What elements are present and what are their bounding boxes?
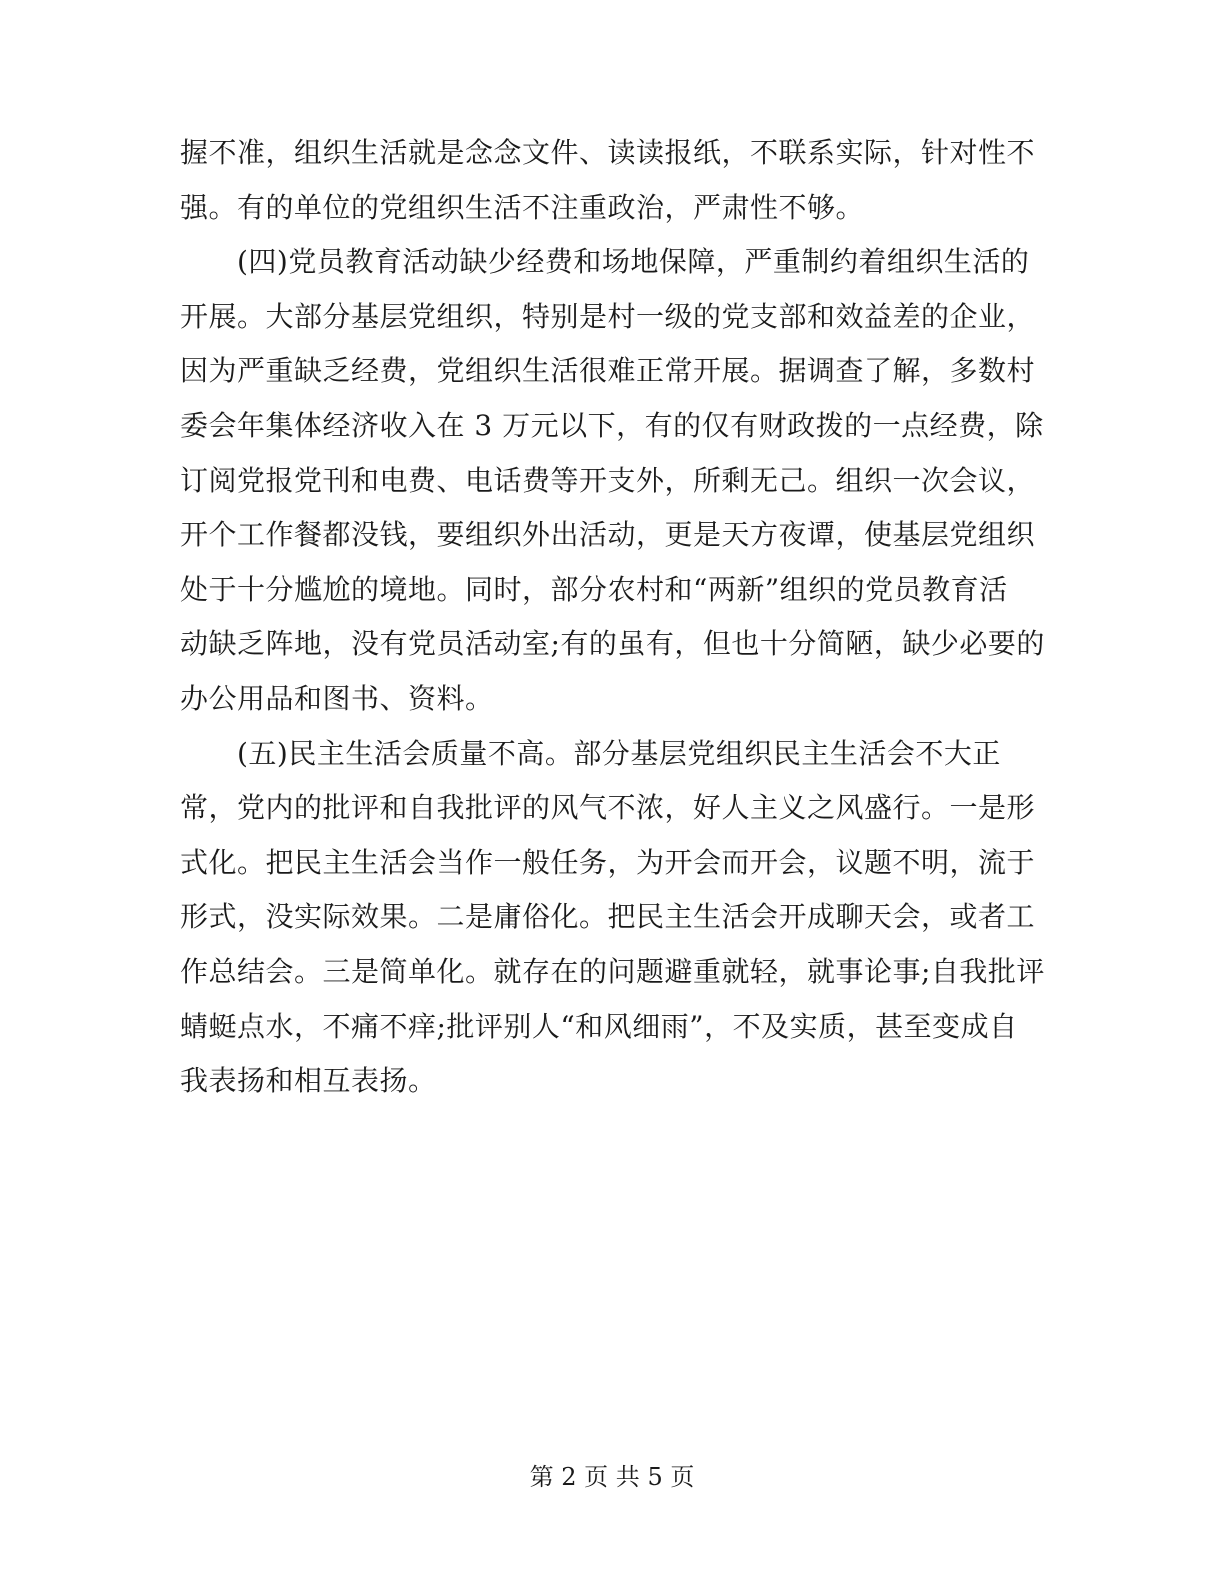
text-line: 处于十分尴尬的境地。同时，部分农村和“两新”组织的党员教育活 (180, 572, 1008, 606)
text-line: 因为严重缺乏经费，党组织生活很难正常开展。据调查了解，多数村 (180, 354, 1036, 388)
text-line: 强。有的单位的党组织生活不注重政治，严肃性不够。 (180, 190, 865, 224)
text-line: (五)民主生活会质量不高。部分基层党组织民主生活会不大正 (180, 736, 1001, 770)
text-line: 动缺乏阵地，没有党员活动室;有的虽有，但也十分简陋，缺少必要的 (180, 627, 1045, 661)
text-line: 我表扬和相互表扬。 (180, 1064, 437, 1098)
paragraph-3 (180, 727, 1045, 1109)
paragraph-1 (180, 126, 1036, 235)
text-line: (四)党员教育活动缺少经费和场地保障，严重制约着组织生活的 (180, 245, 1030, 279)
text-line: 开展。大部分基层党组织，特别是村一级的党支部和效益差的企业， (180, 299, 1036, 333)
text-line: 形式，没实际效果。二是庸俗化。把民主生活会开成聊天会，或者工 (180, 900, 1036, 934)
text-line: 常，党内的批评和自我批评的风气不浓，好人主义之风盛行。一是形 (180, 791, 1036, 825)
text-line: 作总结会。三是简单化。就存在的问题避重就轻，就事论事;自我批评 (180, 954, 1045, 988)
text-line: 式化。把民主生活会当作一般任务，为开会而开会，议题不明，流于 (180, 845, 1036, 879)
text-line: 委会年集体经济收入在 3 万元以下，有的仅有财政拨的一点经费，除 (180, 408, 1044, 442)
text-line: 蜻蜓点水，不痛不痒;批评别人“和风细雨”，不及实质，甚至变成自 (180, 1009, 1018, 1043)
paragraph-2 (180, 235, 1045, 726)
text-line: 握不准，组织生活就是念念文件、读读报纸，不联系实际，针对性不 (180, 136, 1036, 169)
page-number-footer: 第 2 页 共 5 页 (529, 1463, 695, 1491)
text-line: 订阅党报党刊和电费、电话费等开支外，所剩无己。组织一次会议， (180, 463, 1036, 497)
text-line: 开个工作餐都没钱，要组织外出活动，更是天方夜谭，使基层党组织 (180, 518, 1036, 552)
document-body (180, 126, 1045, 1109)
text-line: 办公用品和图书、资料。 (180, 681, 494, 715)
